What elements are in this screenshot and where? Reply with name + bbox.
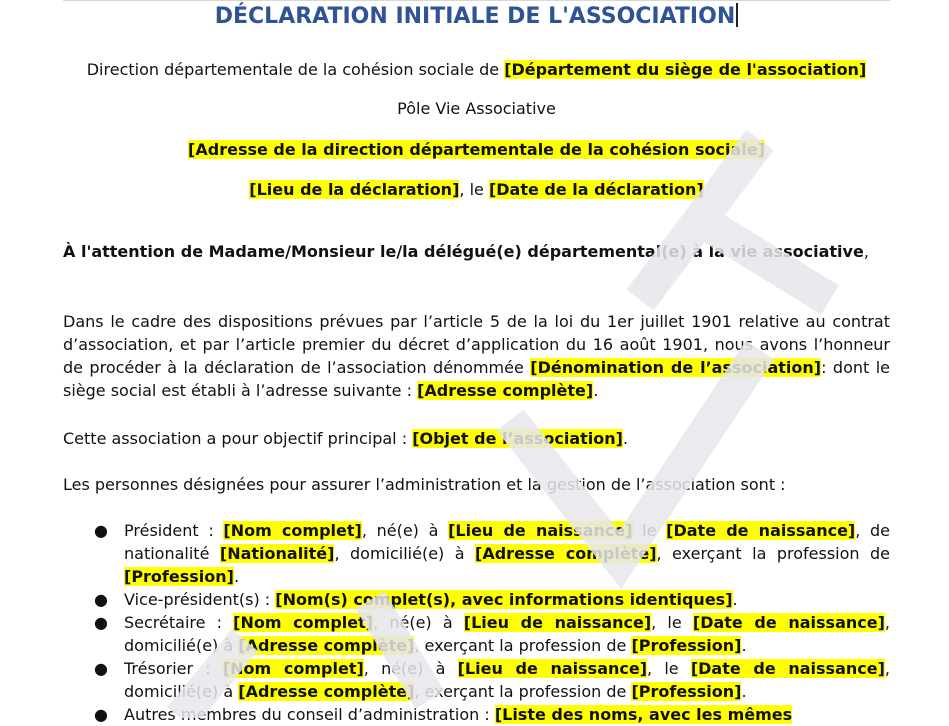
placeholder-treasurer-birthplace[interactable]: [Lieu de naissance] (457, 659, 648, 678)
placeholder-president-address[interactable]: [Adresse complète] (475, 544, 657, 563)
bullet-icon: ● (94, 590, 108, 609)
placeholder-other-members[interactable]: [Liste des noms, avec les mêmes (494, 705, 793, 724)
placeholder-association-object[interactable]: [Objet de l’association] (412, 429, 623, 448)
placeholder-secretary-name[interactable]: [Nom complet] (233, 613, 374, 632)
page-top-border (63, 0, 890, 1)
placeholder-vice-president-names[interactable]: [Nom(s) complet(s), avec informations identiques] (275, 590, 733, 609)
text-cursor (736, 3, 738, 27)
placeholder-association-name[interactable]: [Dénomination de l’association] (530, 358, 822, 377)
list-item-president: ● Président : [Nom complet], né(e) à [Lieu de naissance] le [Date de naissance], de nationalité [Nationalité], domicilié(e) à [Adresse complète], exerçant la profession de [Profession]. (94, 521, 891, 586)
pole-line: Pôle Vie Associative (397, 99, 556, 118)
placeholder-secretary-profession[interactable]: [Profession] (631, 636, 742, 655)
placeholder-association-address[interactable]: [Adresse complète] (417, 381, 594, 400)
placeholder-treasurer-birthdate[interactable]: [Date de naissance] (690, 659, 885, 678)
placeholder-secretary-birthplace[interactable]: [Lieu de naissance] (463, 613, 652, 632)
placeholder-president-name[interactable]: [Nom complet] (223, 521, 362, 540)
attention-line: À l'attention de Madame/Monsieur le/la délégué(e) départemental(e) à la vie associative, (63, 242, 869, 261)
intro-paragraph: Dans le cadre des dispositions prévues par l’article 5 de la loi du 1er juillet 1901 relative au contrat d’association, et par l’article premier du décret d’application du 16 août 1901, nous avons l’honneur de procéder à la déclaration de l’association dénommée [Dénomination de l’association]: dont le siège social est établi à l’adresse suivante : [Adresse complète]. (63, 312, 890, 400)
list-item-secretary: ● Secrétaire : [Nom complet], né(e) à [Lieu de naissance], le [Date de naissance], domicilié(e) à [Adresse complète], exerçant la profession de [Profession]. (94, 613, 891, 655)
list-item-vice-president: ● Vice-président(s) : [Nom(s) complet(s), avec informations identiques]. (94, 590, 738, 609)
placeholder-declaration-place[interactable]: [Lieu de la déclaration] (249, 180, 460, 199)
bullet-icon: ● (94, 705, 108, 724)
document-title[interactable]: DÉCLARATION INITIALE DE L'ASSOCIATION (63, 3, 890, 30)
placeholder-treasurer-name[interactable]: [Nom complet] (222, 659, 364, 678)
objective-paragraph: Cette association a pour objectif principal : [Objet de l’association]. (63, 429, 629, 448)
placeholder-president-birthplace[interactable]: [Lieu de naissance] (448, 521, 633, 540)
placeholder-declaration-date[interactable]: [Date de la déclaration] (488, 180, 704, 199)
placeholder-direction-address[interactable]: [Adresse de la direction départementale de la cohésion sociale] (188, 140, 765, 159)
bullet-icon: ● (94, 659, 108, 678)
placeholder-president-birthdate[interactable]: [Date de naissance] (666, 521, 856, 540)
direction-address-line (63, 138, 890, 161)
admin-intro: Les personnes désignées pour assurer l’administration et la gestion de l’association sont : (63, 475, 786, 494)
bullet-icon: ● (94, 613, 108, 632)
bullet-icon: ● (94, 521, 108, 540)
list-item-other-members: ● Autres membres du conseil d’administration : [Liste des noms, avec les mêmes (94, 705, 793, 724)
direction-line: Direction départementale de la cohésion sociale de [Département du siège de l'association] (86, 60, 867, 79)
placeholder-department[interactable]: [Département du siège de l'association] (504, 60, 867, 79)
list-item-treasurer: ● Trésorier : [Nom complet], né(e) à [Lieu de naissance], le [Date de naissance], domicilié(e) à [Adresse complète], exerçant la profession de [Profession]. (94, 659, 891, 701)
placeholder-secretary-birthdate[interactable]: [Date de naissance] (692, 613, 885, 632)
placeholder-president-nationality[interactable]: [Nationalité] (219, 544, 335, 563)
place-date-line: [Lieu de la déclaration], le [Date de la déclaration] (249, 180, 704, 199)
placeholder-treasurer-profession[interactable]: [Profession] (631, 682, 742, 701)
placeholder-secretary-address[interactable]: [Adresse complète] (238, 636, 415, 655)
members-list (63, 519, 890, 726)
document-page (63, 0, 891, 724)
placeholder-president-profession[interactable]: [Profession] (124, 567, 234, 586)
placeholder-treasurer-address[interactable]: [Adresse complète] (238, 682, 415, 701)
